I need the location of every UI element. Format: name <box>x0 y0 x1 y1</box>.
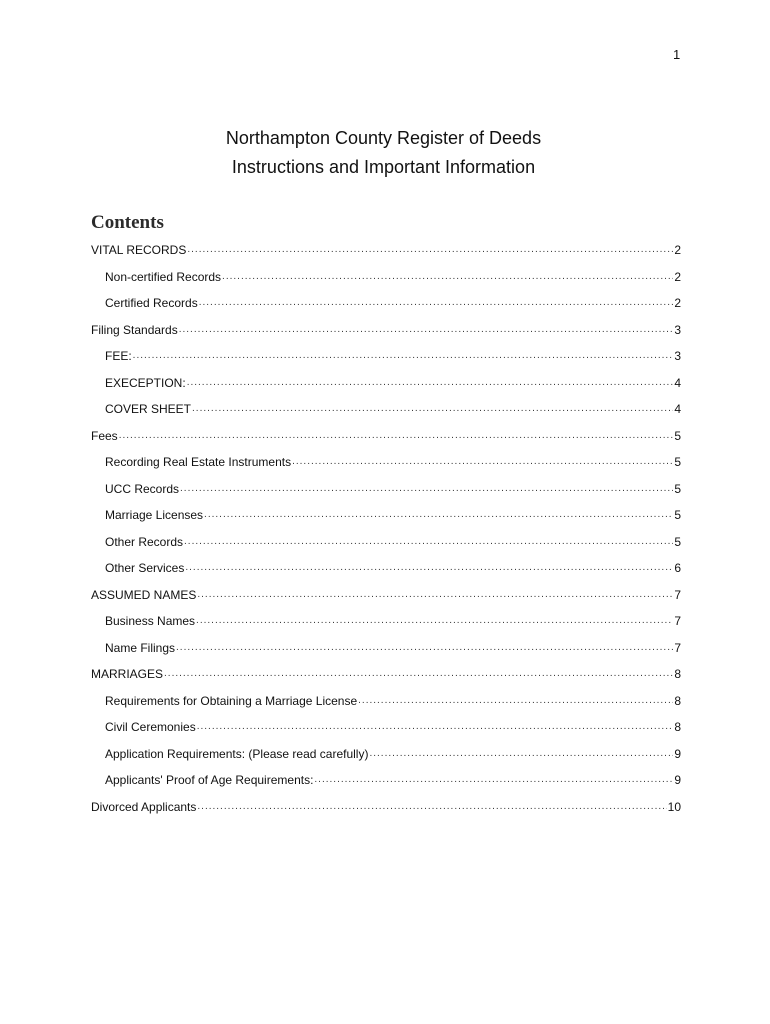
toc-entry[interactable] <box>91 661 681 688</box>
toc-entry-page-number[interactable]: 4 <box>674 402 681 417</box>
toc-entry[interactable] <box>91 317 681 344</box>
toc-entry[interactable] <box>91 264 681 291</box>
toc-entry-label[interactable]: Marriage Licenses <box>105 508 204 523</box>
toc-entry[interactable] <box>91 476 681 503</box>
toc-entry[interactable] <box>91 449 681 476</box>
toc-heading: Contents <box>91 212 164 233</box>
toc-entry[interactable] <box>91 688 681 715</box>
toc-dot-leader <box>133 350 674 362</box>
toc-entry-page-number[interactable]: 7 <box>674 640 681 655</box>
toc-entry[interactable] <box>91 343 681 370</box>
toc-entry-label[interactable]: Other Services <box>105 561 185 576</box>
toc-entry[interactable] <box>91 714 681 741</box>
document-title-line-1: Northampton County Register of Deeds <box>225 128 542 148</box>
toc-dot-leader <box>179 324 674 336</box>
toc-dot-leader <box>292 456 673 468</box>
toc-dot-leader <box>197 589 673 601</box>
toc-dot-leader <box>197 721 674 733</box>
toc-entry[interactable] <box>91 502 681 529</box>
toc-entry-label[interactable]: Divorced Applicants <box>91 799 197 814</box>
toc-entry-label[interactable]: Requirements for Obtaining a Marriage License <box>105 693 358 708</box>
toc-dot-leader <box>176 642 673 654</box>
toc-entry[interactable] <box>91 767 681 794</box>
toc-entry[interactable] <box>91 794 681 821</box>
toc-dot-leader <box>185 562 673 574</box>
toc-dot-leader <box>119 430 674 442</box>
toc-entry[interactable] <box>91 741 681 768</box>
toc-entry[interactable] <box>91 608 681 635</box>
toc-dot-leader <box>187 377 674 389</box>
toc-entry-label[interactable]: Civil Ceremonies <box>105 720 196 735</box>
toc-entry-page-number[interactable]: 5 <box>674 455 681 470</box>
toc-entry-page-number[interactable]: 5 <box>674 534 681 549</box>
toc-dot-leader <box>204 509 673 521</box>
toc-entry-page-number[interactable]: 3 <box>674 349 681 364</box>
toc-entry-page-number[interactable]: 9 <box>674 746 681 761</box>
toc-entry-label[interactable]: ASSUMED NAMES <box>91 587 197 602</box>
toc-dot-leader <box>180 483 673 495</box>
toc-entry-page-number[interactable]: 10 <box>667 799 681 814</box>
toc-entry-label[interactable]: Applicants' Proof of Age Requirements: <box>105 773 314 788</box>
toc-entry-page-number[interactable]: 6 <box>674 561 681 576</box>
toc-entry-label[interactable]: MARRIAGES <box>91 667 164 682</box>
toc-entry-page-number[interactable]: 7 <box>674 587 681 602</box>
document-title-line-2: Instructions and Important Information <box>231 157 536 177</box>
toc-entry[interactable] <box>91 423 681 450</box>
toc-entry-label[interactable]: FEE: <box>105 349 132 364</box>
toc-entry-page-number[interactable]: 2 <box>674 269 681 284</box>
toc-entry-page-number[interactable]: 5 <box>674 508 681 523</box>
toc-entry-page-number[interactable]: 8 <box>674 720 681 735</box>
document-title <box>0 124 770 182</box>
toc-entry-page-number[interactable]: 5 <box>674 481 681 496</box>
toc-entry-label[interactable]: Recording Real Estate Instruments <box>105 455 292 470</box>
toc-entry-label[interactable]: Certified Records <box>105 296 198 311</box>
toc-entry-page-number[interactable]: 2 <box>674 296 681 311</box>
toc-entry-label[interactable]: Other Records <box>105 534 184 549</box>
toc-entry[interactable] <box>91 635 681 662</box>
toc-entry-label[interactable]: VITAL RECORDS <box>91 243 187 258</box>
toc-entry[interactable] <box>91 529 681 556</box>
toc-entry-label[interactable]: UCC Records <box>105 481 180 496</box>
toc-entry-label[interactable]: Name Filings <box>105 640 176 655</box>
toc-entry-label[interactable]: Fees <box>91 428 118 443</box>
toc-entry-page-number[interactable]: 5 <box>674 428 681 443</box>
toc-dot-leader <box>164 668 673 680</box>
toc-dot-leader <box>222 271 673 283</box>
toc-entry[interactable] <box>91 237 681 264</box>
toc-entry-page-number[interactable]: 3 <box>674 322 681 337</box>
page-number: 1 <box>673 47 681 62</box>
toc-entry-page-number[interactable]: 8 <box>674 667 681 682</box>
toc-entry-label[interactable]: Filing Standards <box>91 322 178 337</box>
toc-entry-page-number[interactable]: 7 <box>674 614 681 629</box>
toc-entry-label[interactable]: Non-certified Records <box>105 269 222 284</box>
toc-entry[interactable] <box>91 555 681 582</box>
toc-dot-leader <box>358 695 673 707</box>
toc-entry-label[interactable]: EXECEPTION: <box>105 375 186 390</box>
toc-entry-label[interactable]: Application Requirements: (Please read carefully) <box>105 746 369 761</box>
toc-dot-leader <box>184 536 673 548</box>
toc-entry[interactable] <box>91 396 681 423</box>
toc-dot-leader <box>197 801 666 813</box>
toc-dot-leader <box>192 403 673 415</box>
toc-dot-leader <box>196 615 673 627</box>
toc-entry-page-number[interactable]: 8 <box>674 693 681 708</box>
toc-entry-page-number[interactable]: 2 <box>674 243 681 258</box>
toc-entry-label[interactable]: Business Names <box>105 614 196 629</box>
toc-dot-leader <box>187 244 673 256</box>
toc-entry-page-number[interactable]: 4 <box>674 375 681 390</box>
table-of-contents <box>91 237 681 820</box>
toc-dot-leader <box>369 748 673 760</box>
toc-entry-page-number[interactable]: 9 <box>674 773 681 788</box>
toc-entry[interactable] <box>91 370 681 397</box>
toc-entry-label[interactable]: COVER SHEET <box>105 402 192 417</box>
toc-entry[interactable] <box>91 290 681 317</box>
toc-dot-leader <box>314 774 673 786</box>
toc-entry[interactable] <box>91 582 681 609</box>
toc-dot-leader <box>199 297 674 309</box>
